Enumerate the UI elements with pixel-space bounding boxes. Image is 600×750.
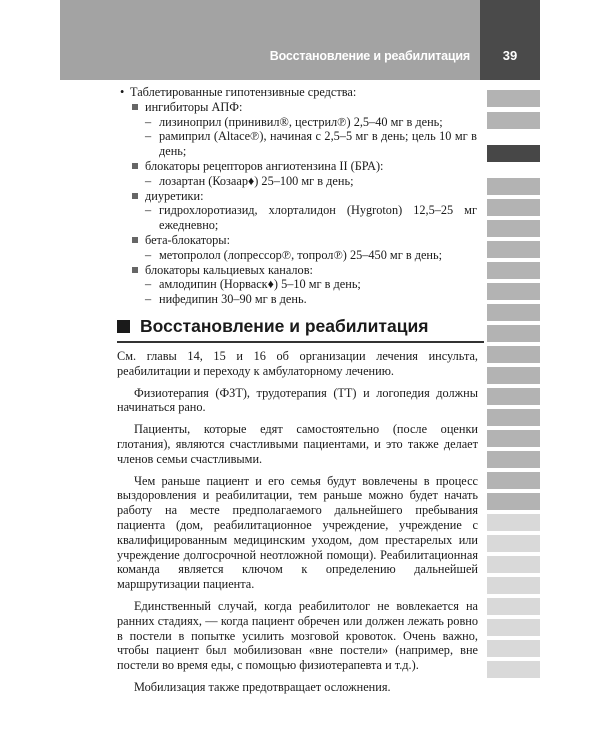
thumb-tab <box>487 430 540 447</box>
thumb-tab <box>487 661 540 678</box>
drug-group <box>130 263 477 278</box>
thumb-tab <box>487 304 540 321</box>
drug-group <box>130 233 477 248</box>
drug-item-text: метопролол (лопрессор℗, топрол℗) 25–450 мг в день; <box>159 247 443 262</box>
paragraph: См. главы 14, 15 и 16 об организации лечения инсульта, реабилитации и переходу к амбулаторному лечению. <box>117 349 478 378</box>
thumb-tab <box>487 388 540 405</box>
thumb-tab <box>487 409 540 426</box>
section-heading <box>117 316 484 343</box>
square-bullet-icon <box>132 193 138 199</box>
drug-item <box>117 248 477 263</box>
thumb-tab <box>487 199 540 216</box>
drug-group <box>130 100 477 115</box>
thumb-tab <box>487 598 540 615</box>
dash-mark: – <box>145 114 152 129</box>
square-marker-icon <box>117 320 130 333</box>
drug-list <box>117 85 477 307</box>
dash-mark: – <box>145 292 152 307</box>
drug-item-text: амлодипин (Норваск♦) 5–10 мг в день; <box>159 277 361 292</box>
drug-item <box>117 277 477 292</box>
square-bullet-icon <box>132 267 138 273</box>
thumb-tab <box>487 283 540 300</box>
drug-item <box>117 203 477 233</box>
dash-mark: – <box>145 247 152 262</box>
drug-item-text: нифедипин 30–90 мг в день. <box>159 292 307 307</box>
drug-item <box>117 292 477 307</box>
dash-mark: – <box>145 277 152 292</box>
square-bullet-icon <box>132 163 138 169</box>
dash-mark: – <box>145 173 152 188</box>
thumb-tab <box>487 346 540 363</box>
running-title: Восстановление и реабилитация <box>269 49 470 63</box>
paragraph: Мобилизация также предотвращает осложнения. <box>134 679 391 694</box>
paragraph: Чем раньше пациент и его семья будут вовлечены в процесс выздоровления и реабилитации, тем раньше можно будет начать работу на месте предполагаемого дальнейшего пребывания пациента (дом, реабилитационное учреждение, учреждение с квалифицированным медицинским уходом, дом престарелых или учреждение долгосрочной неотложной помощи). Реабилитационная команда является ключом к определению дальнейшей маршрутизации пациента. <box>117 473 478 592</box>
drug-item <box>117 115 477 130</box>
paragraph: Пациенты, которые едят самостоятельно (после оценки глотания), являются счастливыми пациентами, и это также делает членов семьи счастливыми. <box>117 422 478 466</box>
drug-group <box>130 159 477 174</box>
thumb-tab <box>487 577 540 594</box>
dash-mark: – <box>145 129 152 144</box>
thumb-tab <box>487 640 540 657</box>
drug-group <box>130 189 477 204</box>
square-bullet-icon <box>132 104 138 110</box>
square-bullet-icon <box>132 237 138 243</box>
thumb-tab <box>487 493 540 510</box>
thumb-tab <box>487 472 540 489</box>
drug-group-title: ингибиторы АПФ: <box>145 99 243 114</box>
section-heading-text: Восстановление и реабилитация <box>140 316 429 336</box>
thumb-tab <box>487 325 540 342</box>
drug-group-title: диуретики: <box>145 188 204 203</box>
thumb-tab <box>487 220 540 237</box>
thumb-tab <box>487 451 540 468</box>
thumb-tab <box>487 241 540 258</box>
list-lead-text: Таблетированные гипотензивные средства: <box>130 85 357 99</box>
drug-item-text: лизиноприл (принивил®, цестрил℗) 2,5–40 мг в день; <box>159 114 443 129</box>
bullet-mark: • <box>120 85 125 99</box>
page-number: 39 <box>502 48 518 63</box>
thumb-tab <box>487 556 540 573</box>
thumb-tab <box>487 535 540 552</box>
list-lead <box>117 85 477 100</box>
thumb-tab <box>487 367 540 384</box>
drug-group-title: бета-блокаторы: <box>145 232 230 247</box>
drug-item-text: рамиприл (Altace℗), начиная с 2,5–5 мг в день; цель 10 мг в день; <box>159 129 477 159</box>
thumb-tab <box>487 619 540 636</box>
thumb-tab <box>487 514 540 531</box>
paragraph: Единственный случай, когда реабилитолог не вовлекается на ранних стадиях, — когда пациент обречен или должен лежать ровно в постели в попытке усилить мозговой кровоток. Очень важно, чтобы пациент был мобилизован «вне постели» (например, вне постели во время еды, с помощью физиотерапевта и т.д.). <box>117 598 478 673</box>
thumb-tab <box>487 178 540 195</box>
drug-item-text: лозартан (Козаар♦) 25–100 мг в день; <box>159 173 354 188</box>
drug-group-title: блокаторы кальциевых каналов: <box>145 262 313 277</box>
thumb-tab-current <box>487 145 540 162</box>
drug-item <box>117 129 477 159</box>
drug-group-title: блокаторы рецепторов ангиотензина II (БРА): <box>145 158 384 173</box>
paragraph: Физиотерапия (ФЗТ), трудотерапия (ТТ) и логопедия должны начинаться рано. <box>117 385 478 415</box>
section-body <box>117 349 478 702</box>
drug-item-text: гидрохлоротиазид, хлорталидон (Hygroton) 12,5–25 мг ежедневно; <box>159 203 477 233</box>
thumb-tab <box>487 90 540 107</box>
page-number-box <box>480 0 540 80</box>
dash-mark: – <box>145 203 152 218</box>
drug-item <box>117 174 477 189</box>
thumb-tab <box>487 112 540 129</box>
thumb-tab <box>487 262 540 279</box>
running-header <box>60 0 480 80</box>
